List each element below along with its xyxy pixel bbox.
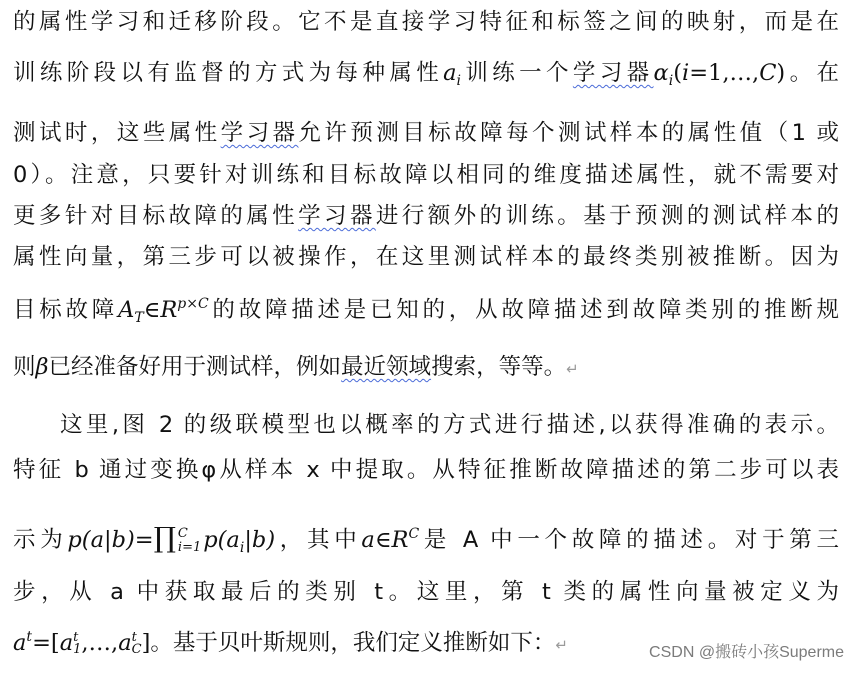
text-line: 测试时，这些属性学习器允许预测目标故障每个测试样本的属性值（1 或 [13,120,839,146]
text-line: 步，从 a 中获取最后的类别 t。这里，第 t 类的属性向量被定义为 [13,579,839,605]
text-line: 更多针对目标故障的属性学习器进行额外的训练。基于预测的测试样本的 [13,203,839,229]
text-line: 的属性学习和迁移阶段。它不是直接学习特征和标签之间的映射，而是在 [13,9,839,35]
text-line: $a^t=[a$ t 1 ,…,a t C ]。基于贝叶斯规则，我们定义推断如下：↵ [13,629,568,657]
text-line: 特征 b 通过变换φ从样本 x 中提取。从特征推断故障描述的第二步可以表 [13,457,839,483]
spellcheck-underlined-term: 学习器 [298,203,376,229]
text-line: 训练阶段以有监督的方式为每种属性$a_i$训练一个学习器$\alpha_i(i=1,\dots,C)$。在 [13,60,839,89]
text-line: 0）。注意，只要针对训练和目标故障以相同的维度描述属性，就不需要对 [13,162,839,188]
text-line: 这里,图 2 的级联模型也以概率的方式进行描述,以获得准确的表示。 [60,412,839,438]
text-line: 示为p(a|b)=∏ C i=1 $p(a_i|b)$，其中$a\in R^C$是 A 中一个故障的描述。对于第三 [13,521,839,556]
text-line: 属性向量，第三步可以被操作，在这里测试样本的最终类别被推断。因为 [13,244,839,270]
watermark: CSDN @搬砖小孩Superme [647,638,846,663]
spellcheck-underlined-term: 最近领域 [341,354,432,380]
text-line: 则β已经准备好用于测试样，例如最近领域搜索，等等。↵ [13,354,579,380]
paragraph-mark: ↵ [555,636,568,654]
spellcheck-underlined-term: 学习器 [220,120,299,146]
paragraph-mark: ↵ [566,360,579,378]
text-line: 目标故障$A_T\in R^{p\times C}$的故障描述是已知的，从故障描述到故障类别的推断规 [13,296,839,326]
spellcheck-underlined-term: 学习器 [572,60,654,86]
